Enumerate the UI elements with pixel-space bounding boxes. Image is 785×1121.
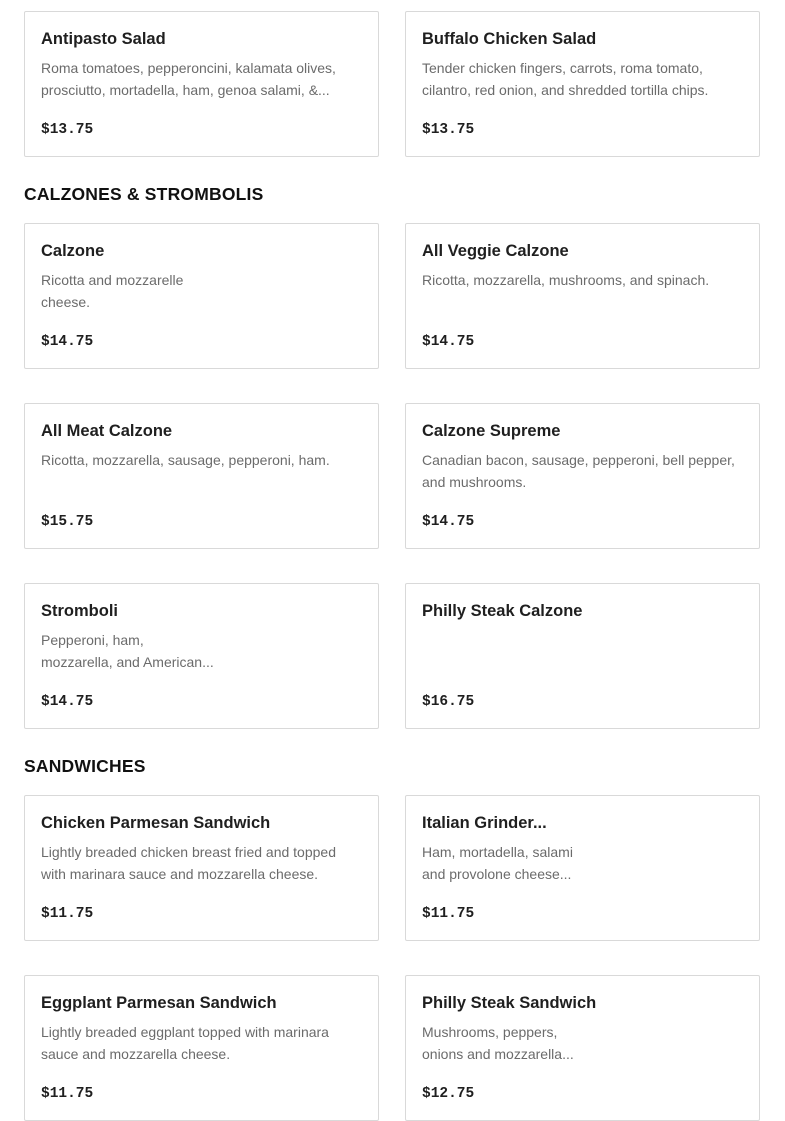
item-description: Lightly breaded chicken breast fried and topped with marinara sauce and mozzarella cheese.: [41, 844, 336, 882]
menu-item-card[interactable]: [24, 795, 379, 941]
item-description: Ricotta, mozzarella, mushrooms, and spinach.: [422, 272, 710, 288]
item-description: Mushrooms, peppers, onions and mozzarella...: [422, 1024, 574, 1062]
item-price: $11.75: [41, 906, 94, 922]
item-price: $13.75: [422, 122, 475, 138]
menu-item-card[interactable]: [24, 403, 379, 549]
item-description: Ricotta and mozzarelle cheese.: [41, 272, 184, 310]
item-name: Antipasto Salad: [41, 30, 166, 48]
item-name: Calzone Supreme: [422, 422, 561, 440]
section-title-sandwiches: SANDWICHES: [24, 756, 146, 776]
item-name: Chicken Parmesan Sandwich: [41, 814, 271, 832]
menu-item-card[interactable]: [405, 403, 760, 549]
item-price: $13.75: [41, 122, 94, 138]
menu-item-card[interactable]: [405, 975, 760, 1121]
item-price: $12.75: [422, 1086, 475, 1102]
item-name: Eggplant Parmesan Sandwich: [41, 994, 277, 1012]
menu-item-card[interactable]: [405, 795, 760, 941]
menu-item-card[interactable]: [405, 11, 760, 157]
menu-item-card[interactable]: [24, 223, 379, 369]
item-name: Philly Steak Sandwich: [422, 994, 597, 1012]
item-name: Italian Grinder...: [422, 814, 547, 832]
item-price: $14.75: [422, 334, 475, 350]
item-price: $11.75: [41, 1086, 94, 1102]
item-description: Canadian bacon, sausage, pepperoni, bell pepper, and mushrooms.: [422, 452, 735, 490]
item-price: $16.75: [422, 694, 475, 710]
item-name: All Veggie Calzone: [422, 242, 569, 260]
item-description: Ricotta, mozzarella, sausage, pepperoni, ham.: [41, 452, 330, 468]
item-name: Philly Steak Calzone: [422, 602, 583, 620]
item-description: Lightly breaded eggplant topped with marinara sauce and mozzarella cheese.: [41, 1024, 329, 1062]
item-description: Pepperoni, ham, mozzarella, and American...: [41, 632, 214, 670]
section-title-calzones: CALZONES & STROMBOLIS: [24, 184, 264, 204]
item-price: $11.75: [422, 906, 475, 922]
menu-item-card[interactable]: [24, 975, 379, 1121]
menu-item-card[interactable]: [405, 223, 760, 369]
item-description: Tender chicken fingers, carrots, roma tomato, cilantro, red onion, and shredded tortilla chips.: [422, 60, 709, 98]
item-name: Buffalo Chicken Salad: [422, 30, 597, 48]
item-price: $14.75: [41, 694, 94, 710]
item-price: $14.75: [41, 334, 94, 350]
item-description: Ham, mortadella, salami and provolone cheese...: [422, 844, 573, 882]
item-name: Stromboli: [41, 602, 118, 620]
item-description: Roma tomatoes, pepperoncini, kalamata olives, prosciutto, mortadella, ham, genoa salami, &...: [41, 60, 336, 98]
menu-item-card[interactable]: [24, 583, 379, 729]
menu-item-card[interactable]: [24, 11, 379, 157]
item-price: $14.75: [422, 514, 475, 530]
menu-item-card[interactable]: [405, 583, 760, 729]
item-price: $15.75: [41, 514, 94, 530]
item-name: Calzone: [41, 242, 105, 260]
item-name: All Meat Calzone: [41, 422, 173, 440]
